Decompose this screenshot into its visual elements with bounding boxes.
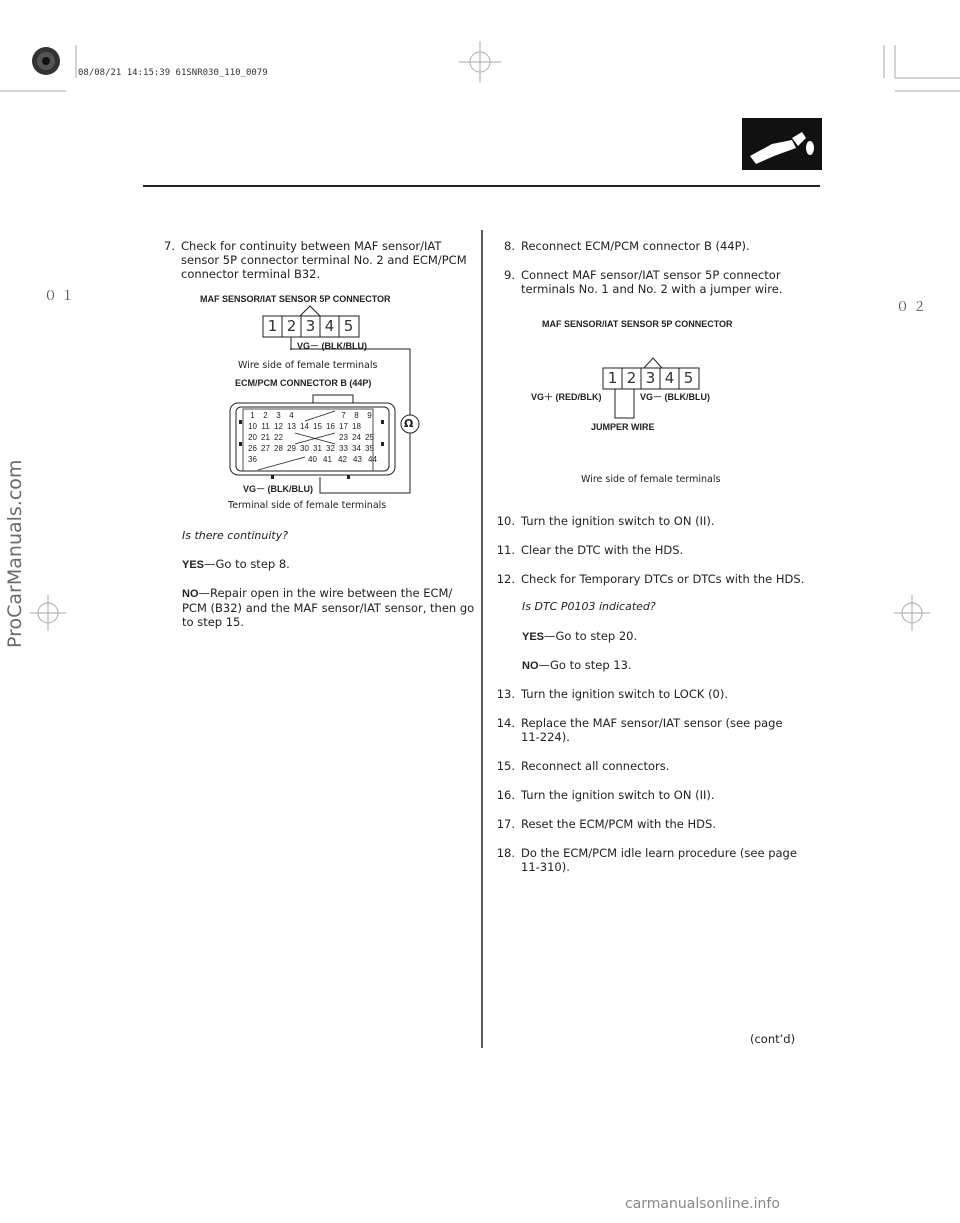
vg-plus-label: VG＋ (RED/BLK) — [531, 392, 602, 402]
page-mark-right: ０２ — [896, 300, 931, 315]
vg-minus-label-right: VG－ (BLK/BLU) — [640, 392, 710, 402]
pin-label: 4 — [664, 369, 675, 387]
connector-pins — [263, 317, 359, 335]
wire-side-label-right: Wire side of female terminals — [581, 474, 721, 485]
pin-label: 2 — [626, 369, 637, 387]
pin-label: 1 — [267, 317, 278, 335]
timestamp: 08/08/21 14:15:39 61SNR030_110_0079 — [78, 68, 268, 78]
vg-minus-label-bottom: VG－ (BLK/BLU) — [243, 484, 313, 494]
step-13: 13. Turn the ignition switch to LOCK (0). — [496, 687, 729, 701]
left-no-block: NO—Repair open in the wire between the ECM/ PCM (B32) and the MAF sensor/IAT sensor, then go to step 15. — [182, 586, 475, 629]
pin-label: 1 — [607, 369, 618, 387]
wire-side-label: Wire side of female terminals — [238, 360, 378, 371]
step-7: 7. Check for continuity between MAF sensor/IAT sensor 5P connector terminal No. 2 and ECM/PCM connector terminal B32. — [164, 239, 467, 281]
footer-watermark: carmanualsonline.info — [625, 1196, 780, 1212]
continuity-question: Is there continuity? — [182, 529, 289, 542]
right-yes-line: YES—Go to step 20. — [522, 629, 638, 643]
speaker-icon — [30, 45, 62, 77]
page-mark-left: ０１ — [44, 289, 79, 304]
pin-label: 5 — [683, 369, 694, 387]
pin-label: 3 — [305, 317, 316, 335]
vg-minus-label-top: VG－ (BLK/BLU) — [297, 341, 367, 351]
pin-label: 5 — [343, 317, 354, 335]
maf-connector-title: MAF SENSOR/IAT SENSOR 5P CONNECTOR — [200, 294, 391, 304]
right-no-line: NO—Go to step 13. — [522, 658, 632, 672]
terminal-side-label: Terminal side of female terminals — [228, 500, 387, 511]
pin-label: 2 — [286, 317, 297, 335]
step-18: 18. Do the ECM/PCM idle learn procedure (see page 11-310). — [496, 846, 797, 874]
step-16: 16. Turn the ignition switch to ON (II). — [496, 788, 715, 802]
step-15: 15. Reconnect all connectors. — [496, 759, 670, 773]
ecm-pin-grid: 1 2 3 4 7 8 9 10 11 12 13 14 15 16 17 18 20 21 22 23 24 25 26 27 28 29 30 31 32 33 34 35 36 40 41 42 43 44 — [248, 411, 377, 464]
ecm-connector-title: ECM/PCM CONNECTOR B (44P) — [235, 378, 372, 388]
fuel-nozzle-icon — [742, 118, 822, 170]
sidebar-watermark: ProCarManuals.com — [4, 459, 26, 648]
continued-label: (cont’d) — [750, 1032, 796, 1046]
step-12: 12. Check for Temporary DTCs or DTCs with the HDS. — [496, 572, 805, 586]
pin-label: 4 — [324, 317, 335, 335]
step-10: 10. Turn the ignition switch to ON (II). — [496, 514, 715, 528]
maf-connector-title-right: MAF SENSOR/IAT SENSOR 5P CONNECTOR — [542, 319, 733, 329]
ohm-symbol: Ω — [404, 417, 414, 430]
dtc-question: Is DTC P0103 indicated? — [522, 600, 656, 613]
connector-pins-right — [603, 369, 699, 387]
pin-label: 3 — [645, 369, 656, 387]
left-yes-line: YES—Go to step 8. — [182, 557, 290, 571]
step-11: 11. Clear the DTC with the HDS. — [496, 543, 684, 557]
step-8: 8. Reconnect ECM/PCM connector B (44P). — [504, 239, 750, 253]
step-9: 9. Connect MAF sensor/IAT sensor 5P connector terminals No. 1 and No. 2 with a jumper wire. — [504, 268, 783, 296]
jumper-wire-label: JUMPER WIRE — [591, 422, 655, 432]
step-14: 14. Replace the MAF sensor/IAT sensor (see page 11-224). — [496, 716, 783, 744]
step-17: 17. Reset the ECM/PCM with the HDS. — [496, 817, 716, 831]
